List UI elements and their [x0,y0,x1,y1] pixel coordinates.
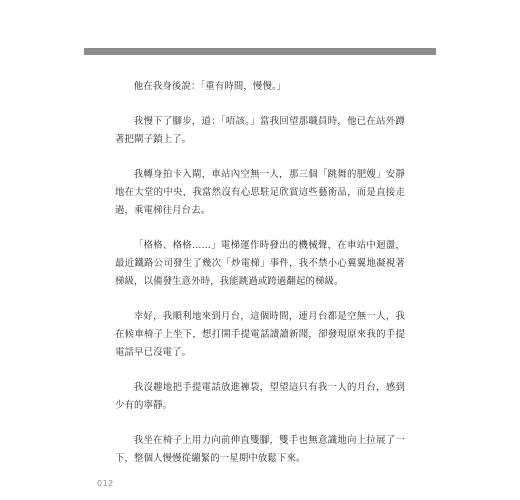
header-bar [84,48,436,55]
paragraph: 幸好，我順利地來到月台，這個時間，連月台都是空無一人，我在候車椅子上坐下，想打開手提電話讀讀新聞，卻發現原來我的手提電話早已沒電了。 [115,311,405,358]
text-body [115,78,405,485]
paragraph: 他在我身後說：「重有時間，慢慢。」 [133,81,287,92]
paragraph: 「格格、格格……」電梯運作時發出的機械聲，在車站中迴盪，最近鐵路公司發生了幾次「炒電梯」事件，我不禁小心翼翼地凝視著梯級，以備發生意外時，我能跳過或跨過翻起的梯級。 [115,240,405,287]
paragraph: 我慢下了腳步，道：「唔該。」當我回望那職員時，他已在站外蹲著把閘子鎖上了。 [115,116,405,145]
paragraph: 我轉身拍卡入閘，車站內空無一人，那三個「跳舞的肥嫂」安靜地在大堂的中央，我當然沒有心思駐足欣賞這些藝術品，而是直接走過，乘電梯往月台去。 [115,169,405,216]
page-number: 012 [97,479,114,488]
paragraph: 我沒趣地把手提電話放進褲袋，望望這只有我一人的月台，感到少有的寧靜。 [115,382,405,411]
paragraph: 我坐在椅子上用力向前伸直雙腳，雙手也無意識地向上拉展了一下，整個人慢慢從繃緊的一星期中放鬆下來。 [115,435,405,464]
